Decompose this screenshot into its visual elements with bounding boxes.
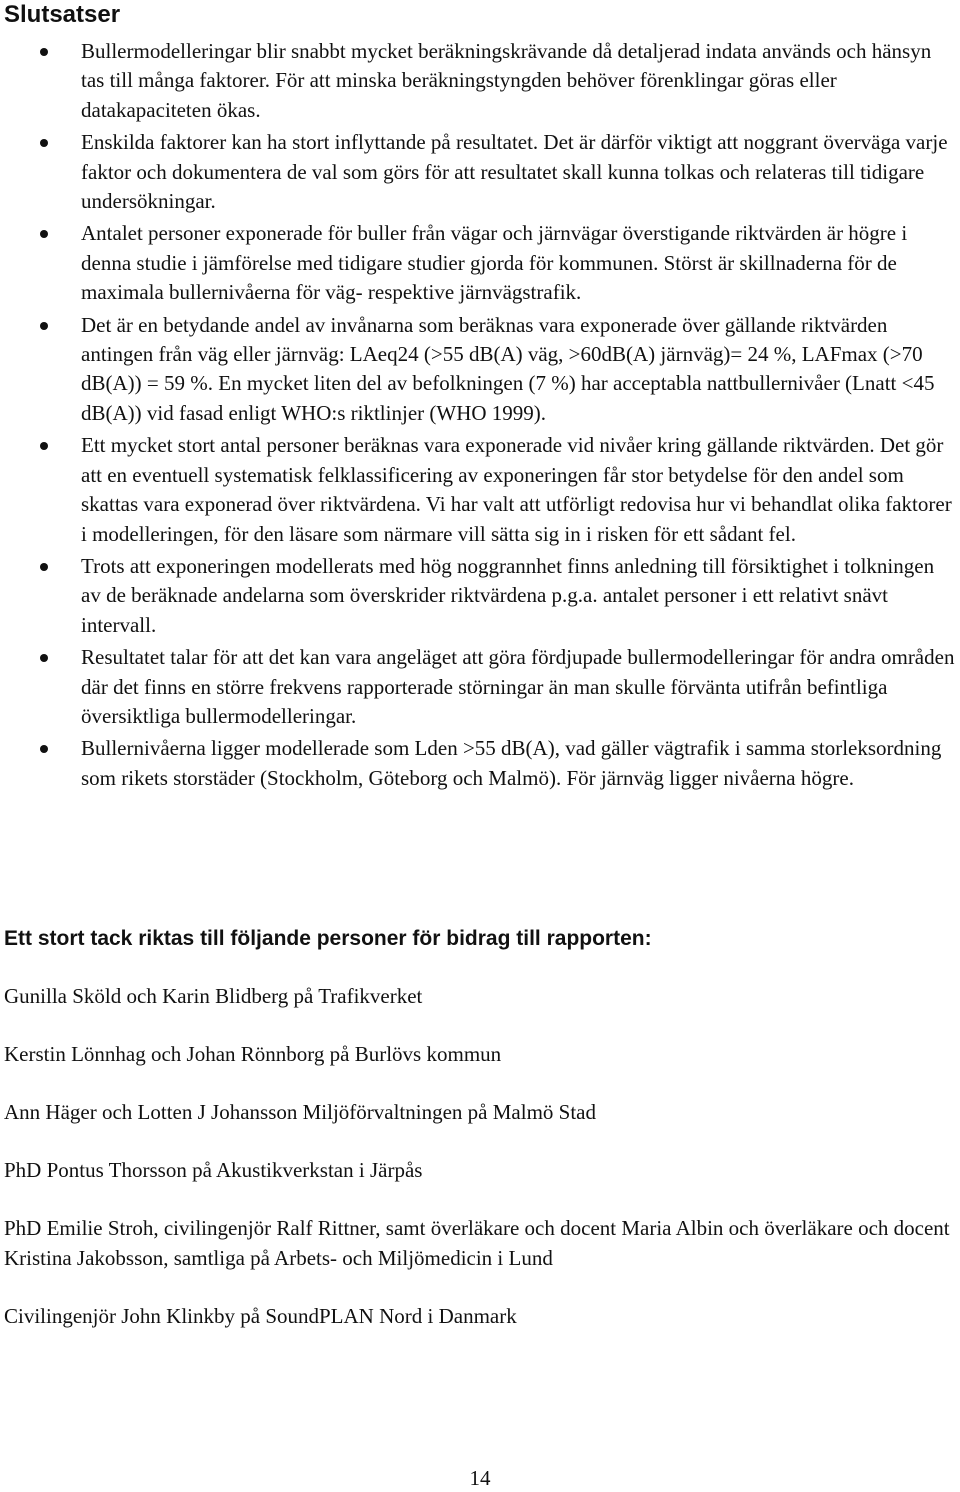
conclusion-text: Bullermodelleringar blir snabbt mycket beräkningskrävande då detaljerad indata används och hänsyn tas till många faktorer. För att minska beräkningstyngden behöver förenklingar göras eller datakapaciteten ökas. bbox=[81, 39, 932, 122]
page-number: 14 bbox=[469, 1466, 491, 1490]
conclusion-text: Enskilda faktorer kan ha stort inflyttande på resultatet. Det är därför viktigt att noggrant överväga varje faktor och dokumentera de val som görs för att resultatet skall kunna tolkas och relateras till tidigare undersökningar. bbox=[81, 130, 948, 214]
bullet-icon bbox=[40, 745, 48, 753]
conclusion-text: Ett mycket stort antal personer beräknas vara exponerade vid nivåer kring gällande riktvärden. Det gör att en eventuell systematisk felklassificering av exponeringen får stor betydelse för den andel som skattas vara exponerad över riktvärdena. Vi har valt att utförligt redovisa hur vi behandlat olika faktorer i modelleringen, för den läsare som närmare vill sätta sig in i risken för ett sådant fel. bbox=[81, 433, 952, 546]
acknowledgement-line: PhD Pontus Thorsson på Akustikverkstan i Järpås bbox=[4, 1158, 423, 1182]
conclusion-text: Trots att exponeringen modellerats med hög noggrannhet finns anledning till försiktighet i tolkningen av de beräknade andelarna som överskrider riktvärdena p.g.a. antalet personer i ett relativt snävt intervall. bbox=[81, 553, 935, 637]
acknowledgement-line: PhD Emilie Stroh, civilingenjör Ralf Rittner, samt överläkare och docent Maria Albin och överläkare och docent Kristina Jakobsson, samtliga på Arbets- och Miljömedicin i Lund bbox=[4, 1216, 950, 1270]
acknowledgement-line: Civilingenjör John Klinkby på SoundPLAN Nord i Danmark bbox=[4, 1304, 517, 1328]
section-heading: Slutsatser bbox=[4, 1, 121, 28]
conclusion-item bbox=[0, 219, 960, 307]
acknowledgement-line: Kerstin Lönnhag och Johan Rönnborg på Burlövs kommun bbox=[4, 1042, 502, 1066]
bullet-icon bbox=[40, 139, 48, 147]
acknowledgement-line: Gunilla Sköld och Karin Blidberg på Trafikverket bbox=[4, 984, 423, 1008]
bullet-icon bbox=[40, 48, 48, 56]
conclusion-text: Det är en betydande andel av invånarna som beräknas vara exponerade över gällande riktvärden antingen från väg eller järnväg: LAeq24 (>55 dB(A) väg, >60dB(A) järnväg)= 24 %, LAFmax (>70 dB(A)) = 59 %. En mycket liten del av befolkningen (7 %) har acceptabla nattbullernivåer (Lnatt <45 dB(A)) vid fasad enligt WHO:s riktlinjer (WHO 1999). bbox=[81, 312, 935, 425]
conclusion-item bbox=[0, 37, 960, 125]
acknowledgement-line: Ann Häger och Lotten J Johansson Miljöförvaltningen på Malmö Stad bbox=[4, 1100, 596, 1124]
bullet-icon bbox=[40, 563, 48, 571]
conclusion-text: Bullernivåerna ligger modellerade som Lden >55 dB(A), vad gäller vägtrafik i samma storleksordning som rikets storstäder (Stockholm, Göteborg och Malmö). För järnväg ligger nivåerna högre. bbox=[81, 736, 942, 790]
conclusion-item bbox=[0, 431, 960, 549]
conclusion-item bbox=[0, 311, 960, 429]
conclusion-item bbox=[0, 128, 960, 216]
bullet-icon bbox=[40, 654, 48, 662]
conclusion-item bbox=[0, 734, 960, 793]
acknowledgements-heading: Ett stort tack riktas till följande personer för bidrag till rapporten: bbox=[4, 927, 652, 950]
bullet-icon bbox=[40, 230, 48, 238]
conclusion-text: Antalet personer exponerade för buller från vägar och järnvägar överstigande riktvärden är högre i denna studie i jämförelse med tidigare studier gjorda för kommunen. Störst är skillnaderna för de maximala bullernivåerna för väg- respektive järnvägstrafik. bbox=[81, 221, 908, 305]
conclusion-text: Resultatet talar för att det kan vara angeläget att göra fördjupade bullermodelleringar för andra områden där det finns en större frekvens rapporterade störningar än man skulle förvänta utifrån befintliga översiktliga bullermodelleringar. bbox=[81, 645, 955, 728]
conclusion-item bbox=[0, 552, 960, 640]
conclusions-list bbox=[0, 37, 960, 796]
bullet-icon bbox=[40, 322, 48, 330]
conclusion-item bbox=[0, 643, 960, 731]
bullet-icon bbox=[40, 442, 48, 450]
